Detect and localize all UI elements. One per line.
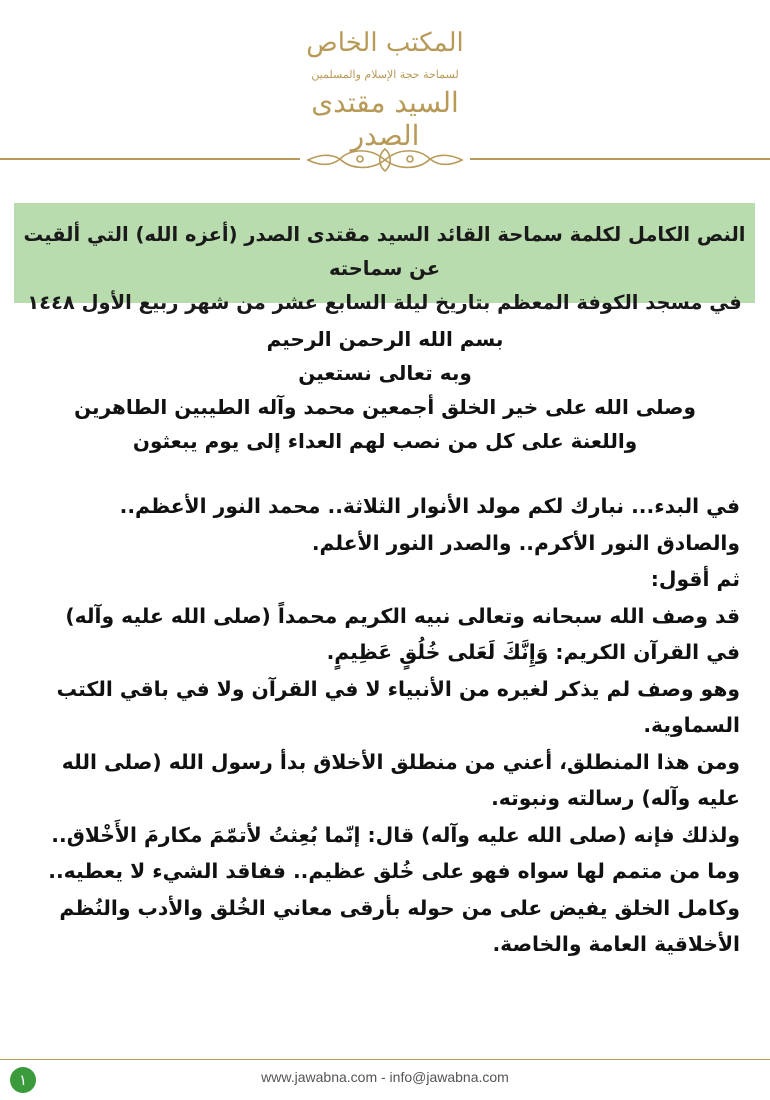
footer-rule — [0, 1059, 770, 1060]
body-line: قد وصف الله سبحانه وتعالى نبيه الكريم محمداً (صلى الله عليه وآله) — [65, 603, 740, 628]
body-line: ثم أقول: — [650, 567, 740, 591]
footer-contact[interactable]: www.jawabna.com - info@jawabna.com — [261, 1069, 509, 1085]
body-line: ومن هذا المنطلق، أعني من منطلق الأخلاق بدأ رسول الله (صلى الله — [61, 749, 740, 774]
basmala-line: وبه تعالى نستعين — [298, 361, 472, 385]
body-line: في القرآن الكريم: وَإِنَّكَ لَعَلى خُلُقٍ عَظِيمٍ. — [326, 640, 740, 664]
speech-body — [28, 488, 740, 963]
basmala-line: وصلى الله على خير الخلق أجمعين محمد وآله الطيبين الطاهرين — [74, 395, 696, 419]
ornament-icon — [300, 145, 470, 175]
logo-subtitle: لسماحة حجة الإسلام والمسلمين — [311, 68, 459, 81]
header-rule-right — [470, 158, 770, 160]
intro-box — [14, 203, 755, 314]
intro-line-2: في مسجد الكوفة المعظم بتاريخ ليلة السابع عشر من شهر ربيع الأول ١٤٤٨ — [27, 291, 742, 314]
header — [0, 18, 770, 152]
office-logo — [290, 18, 480, 152]
logo-title: المكتب الخاص — [306, 28, 464, 58]
intro-line-1: النص الكامل لكلمة سماحة القائد السيد مقتدى الصدر (أعزه الله) التي ألقيت عن سماحته — [23, 223, 746, 280]
body-line: السماوية. — [643, 713, 740, 737]
body-line: وما من متمم لها سواه فهو على خُلق عظيم.. ففاقد الشيء لا يعطيه.. — [48, 859, 740, 883]
body-line: وكامل الخلق يفيض على من حوله بأرقى معاني الخُلق والأدب والنُظم — [59, 895, 740, 920]
basmala-line: بسم الله الرحمن الرحيم — [266, 327, 504, 351]
body-line: الأخلاقية العامة والخاصة. — [492, 932, 740, 956]
body-line: والصادق النور الأكرم.. والصدر النور الأعلم. — [311, 530, 740, 555]
page-number-badge: ١ — [10, 1067, 36, 1093]
logo-name: السيد مقتدى الصدر — [311, 86, 459, 152]
body-line: عليه وآله) رسالته ونبوته. — [491, 786, 740, 810]
body-line: وهو وصف لم يذكر لغيره من الأنبياء لا في القرآن ولا في باقي الكتب — [56, 676, 740, 701]
body-line: في البدء... نبارك لكم مولد الأنوار الثلاثة.. محمد النور الأعظم.. — [119, 494, 740, 518]
basmala-line: واللعنة على كل من نصب لهم العداء إلى يوم يبعثون — [132, 429, 638, 453]
body-line: ولذلك فإنه (صلى الله عليه وآله) قال: إنّما بُعِثتُ لأتمّمَ مكارمَ الأَخْلاق.. — [51, 822, 740, 847]
basmala-block — [0, 322, 770, 458]
header-rule-left — [0, 158, 300, 160]
